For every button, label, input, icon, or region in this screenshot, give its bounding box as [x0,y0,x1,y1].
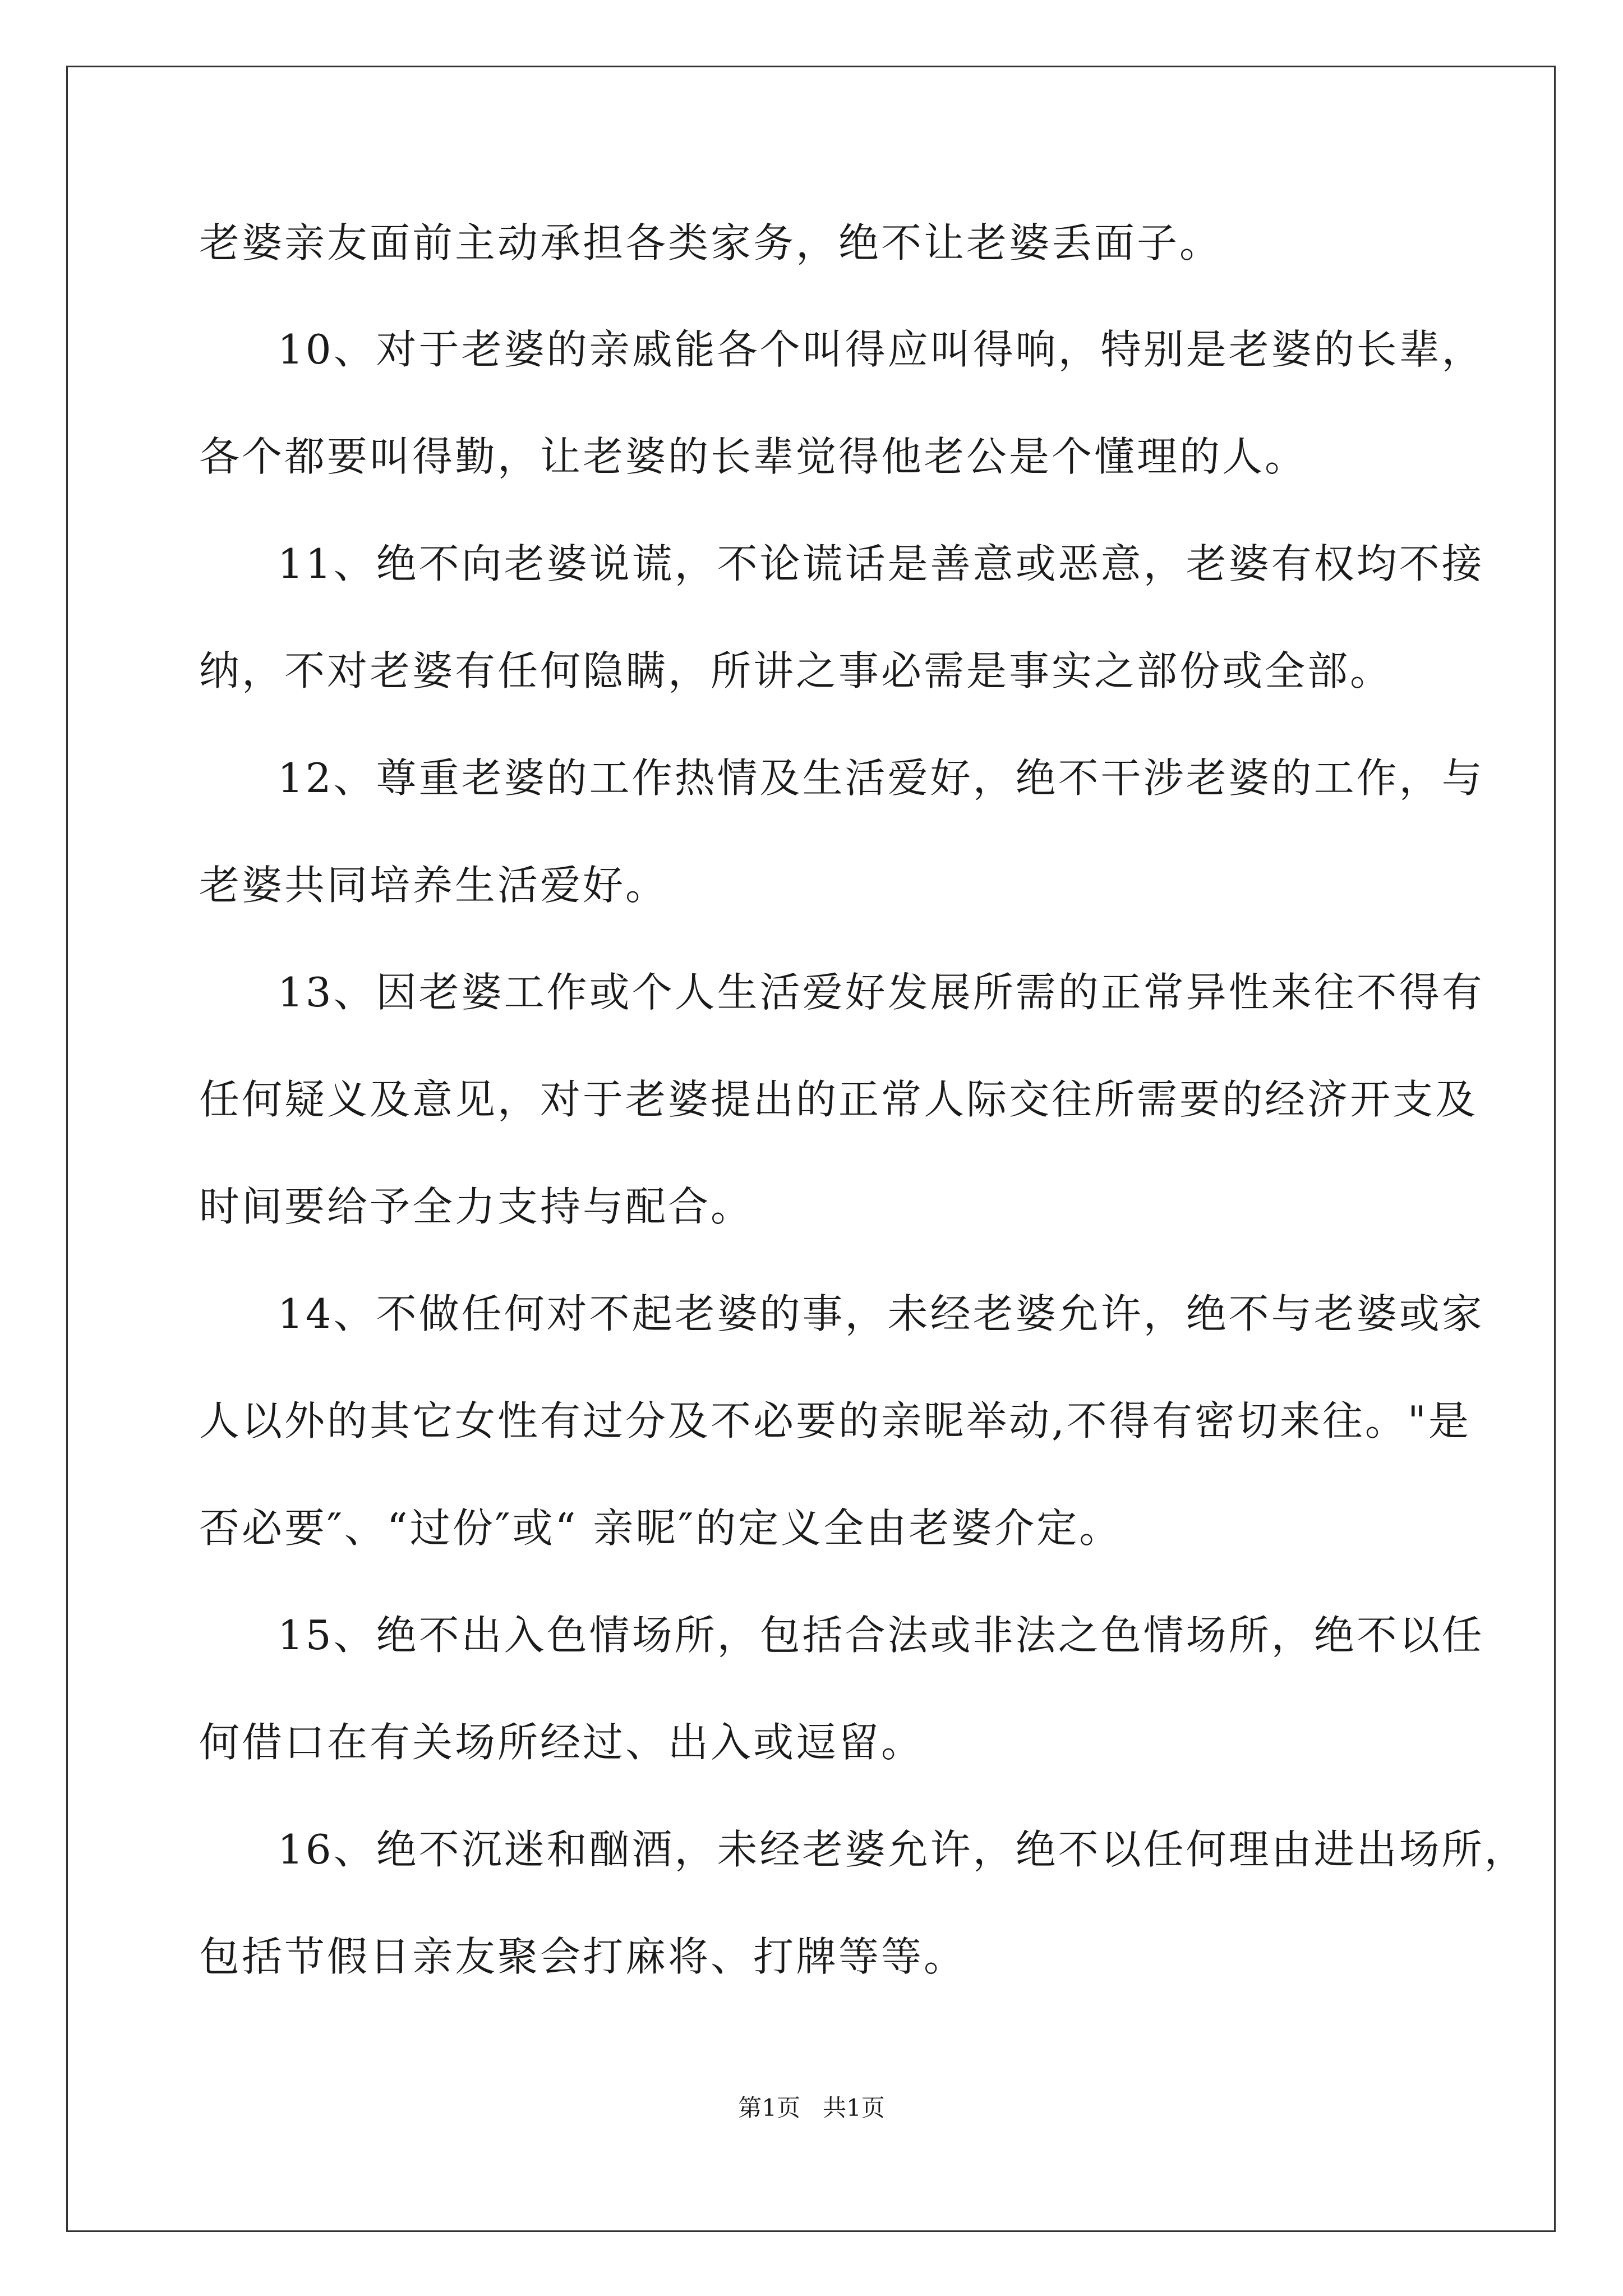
text-line: 各个都要叫得勤，让老婆的长辈觉得他老公是个懂理的人。 [199,433,1308,480]
text-line: 时间要给予全力支持与配合。 [199,1183,754,1230]
text-line: 任何疑义及意见，对于老婆提出的正常人际交往所需要的经济开支及 [199,1076,1478,1123]
text-line: 包括节假日亲友聚会打麻将、打牌等等。 [199,1933,967,1980]
text-line: 16、绝不沉迷和酗酒，未经老婆允许，绝不以任何理由进出场所， [278,1826,1527,1873]
text-line: 12、尊重老婆的工作热情及生活爱好，绝不干涉老婆的工作，与 [278,754,1484,802]
text-line: 人以外的其它女性有过分及不必要的亲昵举动,不得有密切来往。"是 [199,1397,1472,1444]
text-line: 10、对于老婆的亲戚能各个叫得应叫得响，特别是老婆的长辈， [278,326,1484,373]
text-line: 14、不做任何对不起老婆的事，未经老婆允许，绝不与老婆或家 [278,1290,1484,1337]
text-line: 否必要″、“过份″或“ 亲昵″的定义全由老婆介定。 [199,1504,1122,1552]
text-line: 老婆共同培养生活爱好。 [199,862,668,909]
text-line: 13、因老婆工作或个人生活爱好发展所需的正常异性来往不得有 [278,969,1484,1016]
text-line: 11、绝不向老婆说谎，不论谎话是善意或恶意，老婆有权均不接 [278,540,1484,587]
text-line: 纳，不对老婆有任何隐瞒，所讲之事必需是事实之部份或全部。 [199,647,1393,694]
text-line: 何借口在有关场所经过、出入或逗留。 [199,1719,924,1766]
text-line: 老婆亲友面前主动承担各类家务，绝不让老婆丢面子。 [199,219,1223,266]
page-border [66,66,1556,2232]
text-line: 15、绝不出入色情场所，包括合法或非法之色情场所，绝不以任 [278,1612,1484,1659]
page-number: 第1页 共1页 [738,2094,885,2122]
